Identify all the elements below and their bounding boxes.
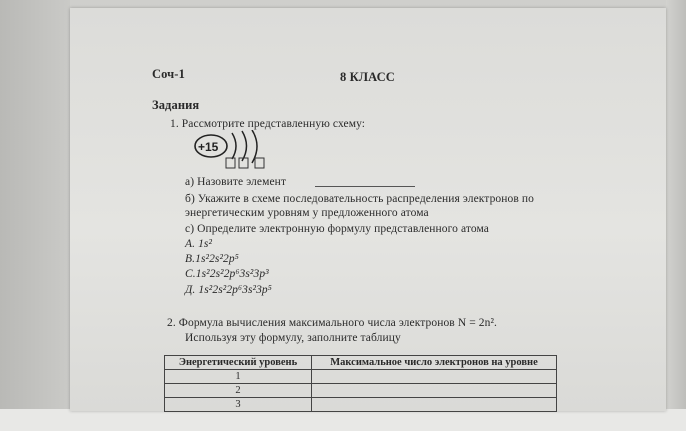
table-row: [165, 384, 557, 398]
atom-scheme: [194, 130, 276, 172]
monitor-bezel-right: [666, 0, 686, 431]
monitor-bottom-strip: [0, 409, 686, 431]
option-b: В.1s²2s²2p⁵: [185, 253, 239, 265]
electrons-cell[interactable]: [312, 384, 557, 398]
column-header-max-electrons: Максимальное число электронов на уровне: [312, 356, 557, 370]
table-row: [165, 398, 557, 412]
option-c: С.1s²2s²2p⁶3s²3p³: [185, 268, 269, 280]
task1-question-c: с) Определите электронную формулу представленного атома: [185, 223, 490, 235]
answer-box-1[interactable]: [226, 158, 235, 168]
answer-line[interactable]: [315, 186, 415, 187]
task1-question-b-line2: энергетическим уровням у предложенного атома: [185, 207, 429, 219]
electrons-cell[interactable]: [312, 370, 557, 384]
level-cell: 1: [165, 370, 312, 384]
electrons-cell[interactable]: [312, 398, 557, 412]
level-cell: 2: [165, 384, 312, 398]
option-a: А. 1s²: [185, 238, 213, 250]
nucleus-label: +15: [198, 140, 219, 154]
energy-level-arc-1: [232, 133, 236, 159]
task1-prompt: 1. Рассмотрите представленную схему:: [170, 118, 366, 130]
column-header-level: Энергетический уровень: [165, 356, 312, 370]
option-d: Д. 1s²2s²2p⁶3s²3p⁵: [185, 284, 272, 296]
task2-formula-line: 2. Формула вычисления максимального числа электронов N = 2n².: [167, 317, 497, 329]
task1-question-a: а) Назовите элемент: [185, 176, 287, 188]
grade-title: 8 КЛАСС: [340, 70, 395, 84]
section-title: Задания: [152, 98, 200, 112]
task2-instruction: Используя эту формулу, заполните таблицу: [185, 332, 401, 344]
document-code: Соч-1: [152, 67, 185, 81]
energy-level-arc-2: [242, 131, 247, 161]
energy-level-table: [164, 355, 557, 412]
table-header-row: [165, 356, 557, 370]
answer-box-3[interactable]: [255, 158, 264, 168]
task1-question-b-line1: б) Укажите в схеме последовательность распределения электронов по: [185, 193, 534, 205]
monitor-bezel-left: [0, 0, 70, 431]
table-row: [165, 370, 557, 384]
level-cell: 3: [165, 398, 312, 412]
